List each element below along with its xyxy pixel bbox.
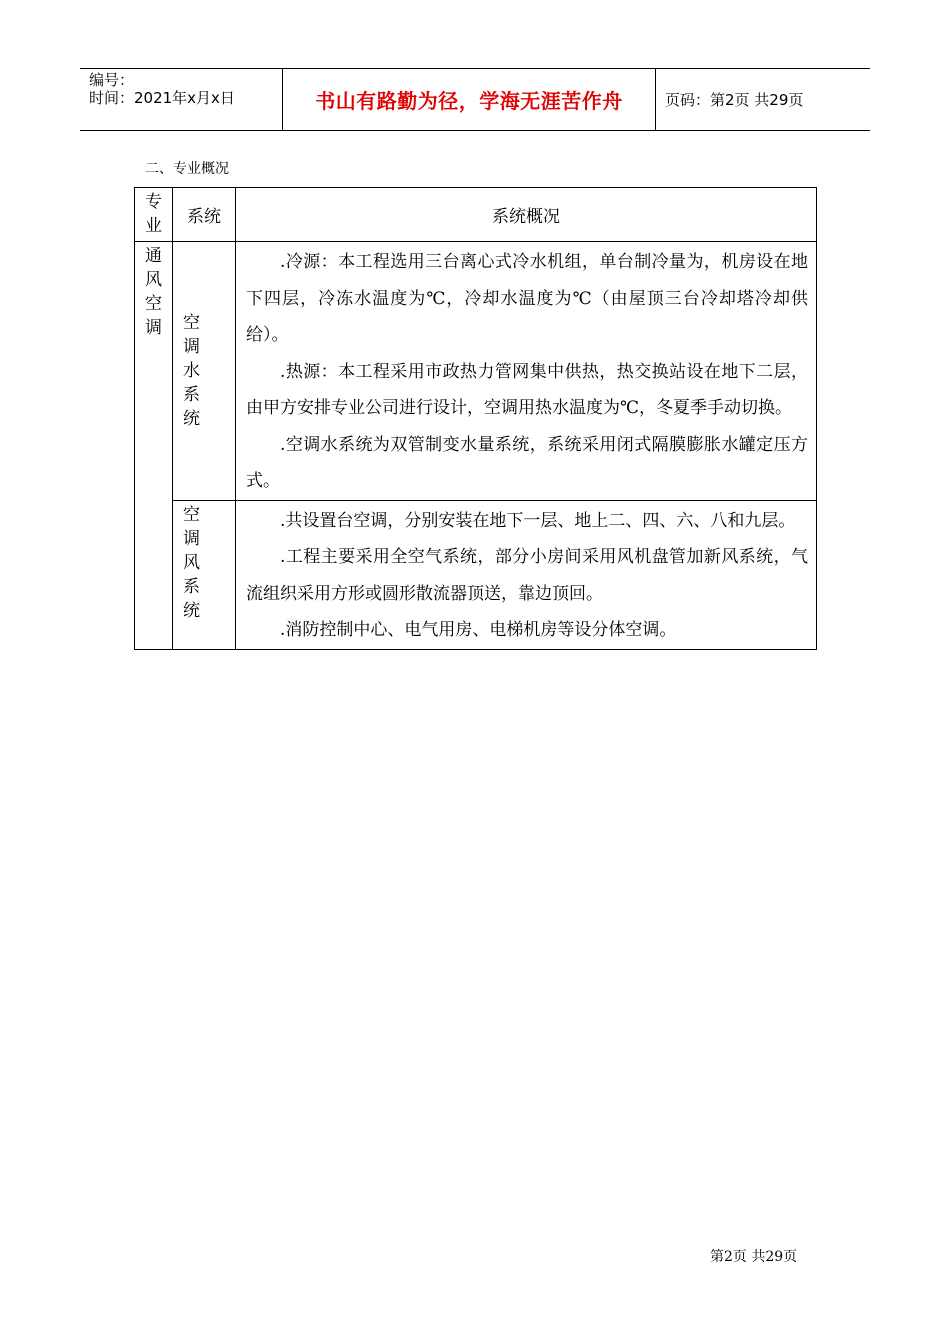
section-title: 二、专业概况	[145, 161, 229, 177]
overview-paragraph: .工程主要采用全空气系统，部分小房间采用风机盘管加新风系统，气流组织采用方形或圆形散流器顶送，靠边顶回。	[246, 547, 808, 604]
header-meta	[80, 69, 282, 130]
header-major: 专业	[135, 188, 173, 242]
major-cell: 通风空调	[135, 242, 173, 650]
header-overview: 系统概况	[236, 188, 817, 242]
spec-table	[134, 187, 817, 650]
system-overview	[236, 242, 817, 501]
document-date-label: 时间：2021年x月x日	[89, 89, 235, 107]
header-motto: 书山有路勤为径，学海无涯苦作舟	[282, 69, 656, 130]
system-name: 空调水系统	[173, 242, 236, 501]
overview-paragraph: .冷源：本工程选用三台离心式冷水机组，单台制冷量为，机房设在地下四层，冷冻水温度为℃，冷却水温度为℃（由屋顶三台冷却塔冷却供给）。	[246, 252, 808, 345]
table-header-row	[135, 188, 817, 242]
overview-paragraph: .消防控制中心、电气用房、电梯机房等设分体空调。	[280, 620, 677, 640]
system-name: 空调风系统	[173, 500, 236, 649]
page-footer: 第2页 共29页	[710, 1249, 798, 1265]
page-header	[80, 68, 870, 131]
header-system: 系统	[173, 188, 236, 242]
header-page-number: 页码：第2页 共29页	[665, 91, 804, 109]
overview-paragraph: .热源：本工程采用市政热力管网集中供热，热交换站设在地下二层，由甲方安排专业公司进行设计，空调用热水温度为℃，冬夏季手动切换。	[246, 361, 808, 418]
system-overview	[236, 500, 817, 649]
document-number-label: 编号：	[89, 71, 135, 89]
overview-paragraph: .共设置台空调，分别安装在地下一层、地上二、四、六、八和九层。	[280, 510, 796, 531]
table-row	[135, 500, 817, 649]
overview-paragraph: .空调水系统为双管制变水量系统，系统采用闭式隔膜膨胀水罐定压方式。	[246, 434, 808, 491]
table-row	[135, 242, 817, 501]
